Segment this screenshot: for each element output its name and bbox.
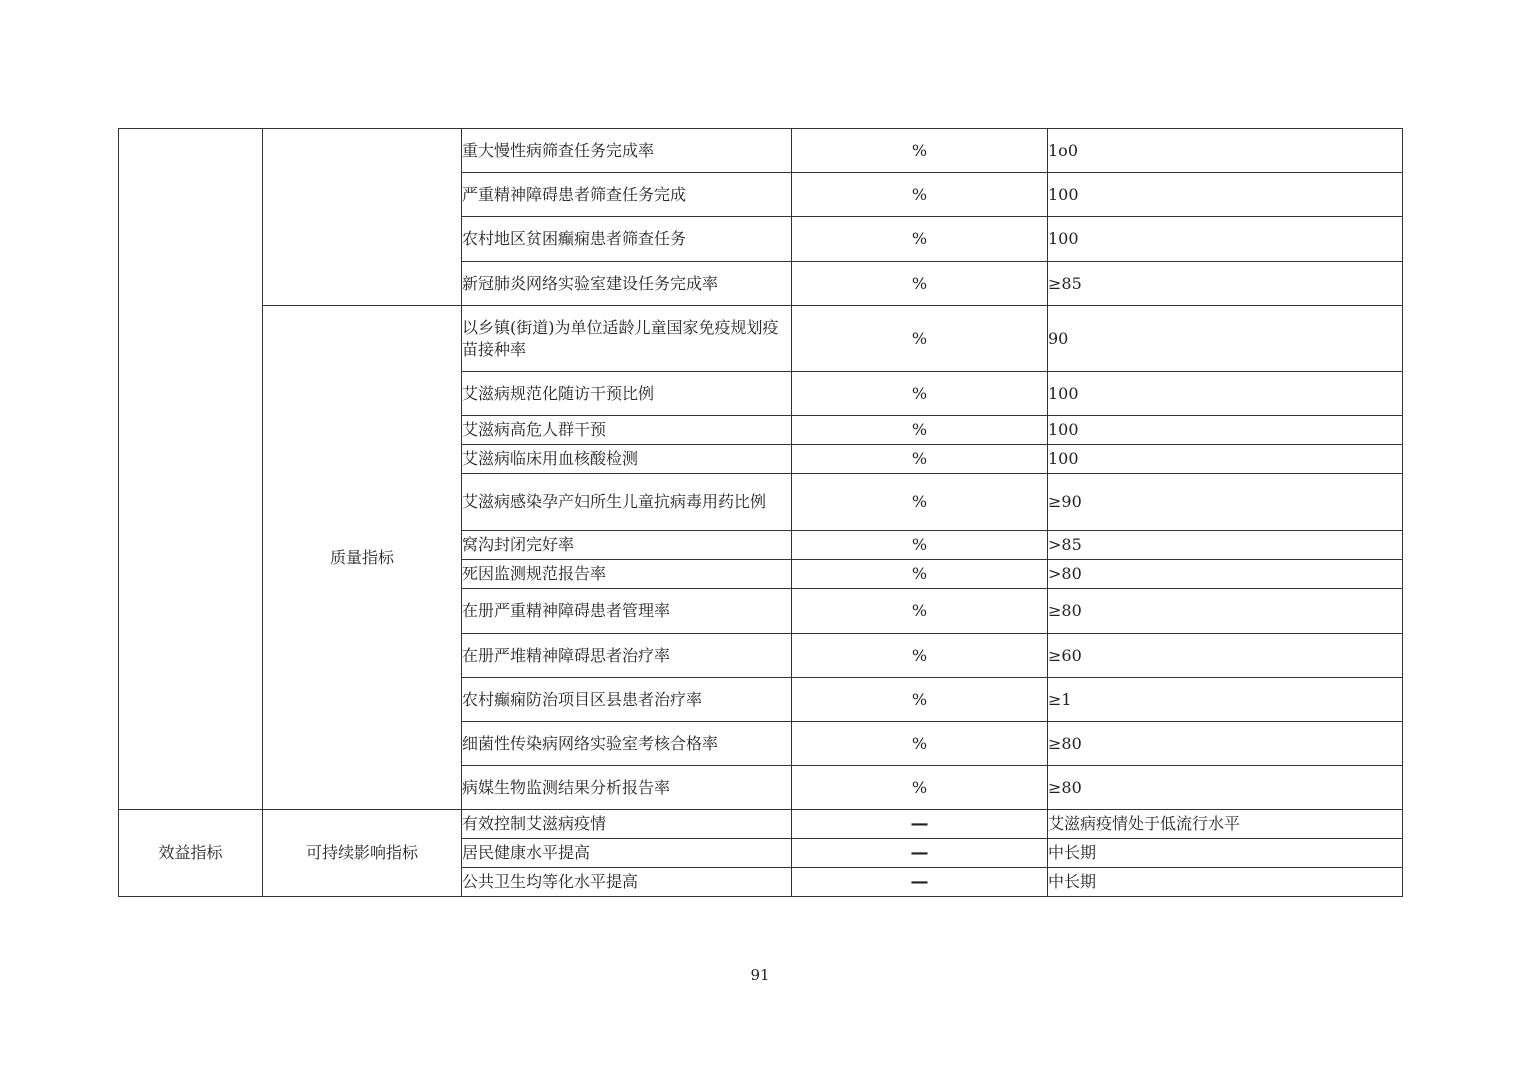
indicator-name: 病媒生物监测结果分析报告率 bbox=[462, 766, 792, 810]
indicator-value: 100 bbox=[1048, 372, 1403, 416]
table-row bbox=[119, 810, 1403, 839]
indicator-name: 以乡镇(街道)为单位适龄儿童国家免疫规划疫苗接种率 bbox=[462, 306, 792, 372]
benefit-indicator-label: 效益指标 bbox=[119, 810, 263, 897]
indicator-value: ≥80 bbox=[1048, 589, 1403, 634]
indicator-value: ≥80 bbox=[1048, 766, 1403, 810]
indicator-name: 公共卫生均等化水平提高 bbox=[462, 868, 792, 897]
indicator-unit: % bbox=[792, 766, 1048, 810]
indicator-unit: % bbox=[792, 634, 1048, 678]
level1-cell-blank bbox=[119, 129, 263, 810]
indicator-unit: % bbox=[792, 445, 1048, 474]
indicator-name: 居民健康水平提高 bbox=[462, 839, 792, 868]
indicator-name: 细菌性传染病网络实验室考核合格率 bbox=[462, 722, 792, 766]
indicator-value: ≥85 bbox=[1048, 262, 1403, 306]
indicator-unit: % bbox=[792, 531, 1048, 560]
indicator-value: 中长期 bbox=[1048, 839, 1403, 868]
quality-indicator-label: 质量指标 bbox=[263, 306, 462, 810]
indicator-name: 艾滋病临床用血核酸检测 bbox=[462, 445, 792, 474]
indicator-name: 农村地区贫困癫痫患者筛查任务 bbox=[462, 217, 792, 262]
indicator-unit: % bbox=[792, 372, 1048, 416]
indicator-name: 死因监测规范报告率 bbox=[462, 560, 792, 589]
indicator-name: 重大慢性病筛查任务完成率 bbox=[462, 129, 792, 173]
indicator-value: >85 bbox=[1048, 531, 1403, 560]
sustainability-indicator-label: 可持续影响指标 bbox=[263, 810, 462, 897]
indicator-name: 农村癫痫防治项目区县患者治疗率 bbox=[462, 678, 792, 722]
indicator-value: ≥60 bbox=[1048, 634, 1403, 678]
indicator-unit: % bbox=[792, 474, 1048, 531]
indicator-unit: % bbox=[792, 560, 1048, 589]
level2-cell-blank bbox=[263, 129, 462, 306]
indicator-unit: — bbox=[792, 868, 1048, 897]
indicator-name: 严重精神障碍患者筛查任务完成 bbox=[462, 173, 792, 217]
indicator-name: 艾滋病高危人群干预 bbox=[462, 416, 792, 445]
indicator-unit: % bbox=[792, 416, 1048, 445]
indicator-name: 艾滋病规范化随访干预比例 bbox=[462, 372, 792, 416]
indicator-unit: % bbox=[792, 217, 1048, 262]
indicator-unit: — bbox=[792, 839, 1048, 868]
indicator-name: 在册严重精神障碍患者管理率 bbox=[462, 589, 792, 634]
table-row bbox=[119, 306, 1403, 372]
indicator-unit: % bbox=[792, 262, 1048, 306]
indicator-name: 窝沟封闭完好率 bbox=[462, 531, 792, 560]
indicator-unit: % bbox=[792, 722, 1048, 766]
page-number: 91 bbox=[750, 966, 770, 984]
indicator-value: 90 bbox=[1048, 306, 1403, 372]
indicator-value: 100 bbox=[1048, 217, 1403, 262]
indicator-value: ≥80 bbox=[1048, 722, 1403, 766]
indicator-value: 100 bbox=[1048, 416, 1403, 445]
indicator-unit: % bbox=[792, 678, 1048, 722]
indicator-value: 艾滋病疫情处于低流行水平 bbox=[1048, 810, 1403, 839]
indicator-name: 有效控制艾滋病疫情 bbox=[462, 810, 792, 839]
indicator-name: 艾滋病感染孕产妇所生儿童抗病毒用药比例 bbox=[462, 474, 792, 531]
indicator-unit: % bbox=[792, 173, 1048, 217]
indicator-unit: % bbox=[792, 589, 1048, 634]
indicator-value: 100 bbox=[1048, 173, 1403, 217]
indicator-value: >80 bbox=[1048, 560, 1403, 589]
indicator-value: 100 bbox=[1048, 445, 1403, 474]
indicator-unit: % bbox=[792, 306, 1048, 372]
table-row bbox=[119, 129, 1403, 173]
indicator-value: 中长期 bbox=[1048, 868, 1403, 897]
indicator-table bbox=[118, 128, 1403, 897]
indicator-unit: % bbox=[792, 129, 1048, 173]
indicator-unit: — bbox=[792, 810, 1048, 839]
indicator-value: 1o0 bbox=[1048, 129, 1403, 173]
indicator-name: 新冠肺炎网络实验室建设任务完成率 bbox=[462, 262, 792, 306]
indicator-name: 在册严堆精神障碍思者治疗率 bbox=[462, 634, 792, 678]
indicator-value: ≥1 bbox=[1048, 678, 1403, 722]
indicator-value: ≥90 bbox=[1048, 474, 1403, 531]
